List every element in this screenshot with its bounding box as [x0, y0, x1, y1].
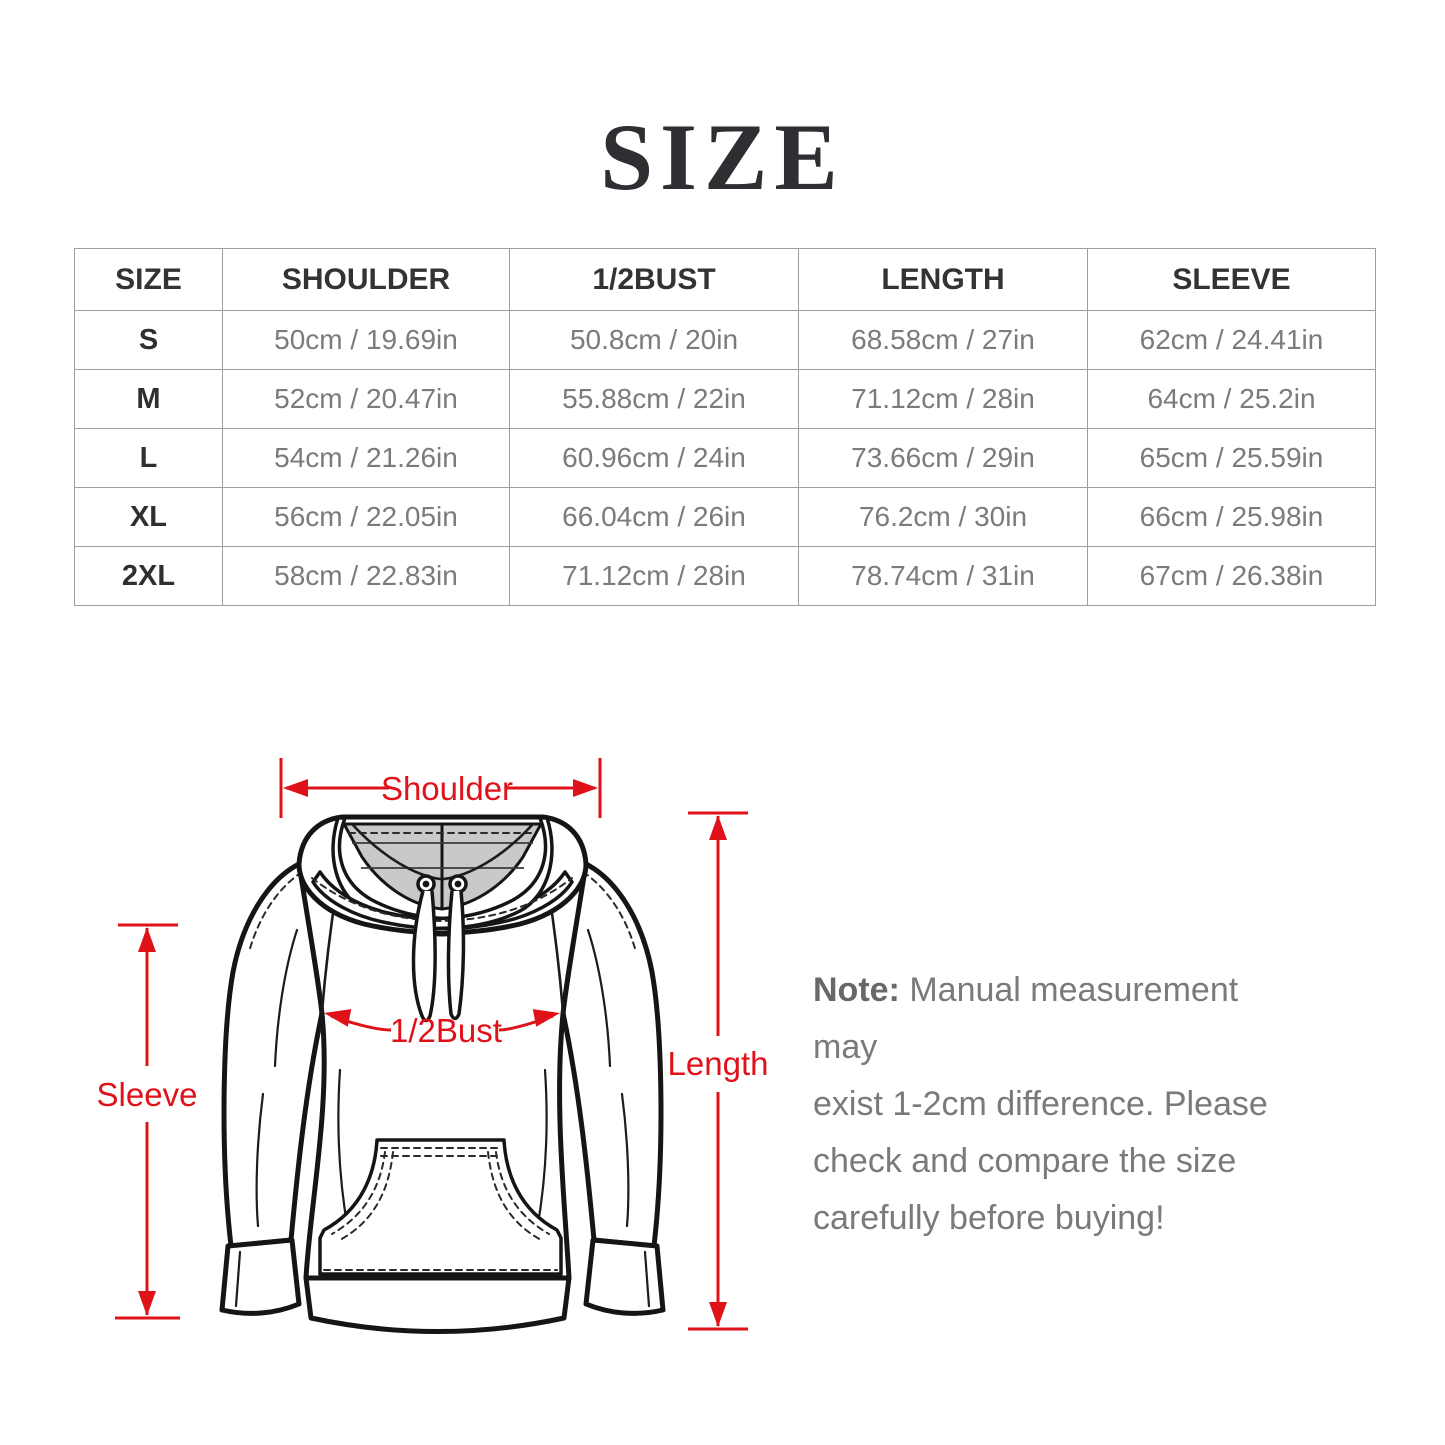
table-header-row [75, 249, 1376, 311]
table-row [75, 488, 1376, 547]
hem-band [306, 1278, 569, 1332]
note-text: Note: Manual measurement may exist 1-2cm difference. Please check and compare the size carefully before buying! [813, 971, 1268, 1237]
cell-size: 2XL [75, 547, 223, 606]
cell-shoulder: 56cm / 22.05in [223, 488, 510, 547]
hoodie-outline [222, 817, 663, 1332]
cell-length: 78.74cm / 31in [799, 547, 1088, 606]
cell-size: S [75, 311, 223, 370]
cell-shoulder: 50cm / 19.69in [223, 311, 510, 370]
cell-sleeve: 66cm / 25.98in [1088, 488, 1376, 547]
table-row [75, 311, 1376, 370]
cell-sleeve: 64cm / 25.2in [1088, 370, 1376, 429]
table-row [75, 370, 1376, 429]
cell-halfbust: 71.12cm / 28in [510, 547, 799, 606]
cell-halfbust: 50.8cm / 20in [510, 311, 799, 370]
cell-sleeve: 62cm / 24.41in [1088, 311, 1376, 370]
cell-halfbust: 66.04cm / 26in [510, 488, 799, 547]
length-label: Length [667, 1045, 769, 1082]
table-row [75, 547, 1376, 606]
cell-length: 73.66cm / 29in [799, 429, 1088, 488]
cell-length: 71.12cm / 28in [799, 370, 1088, 429]
sleeve-label: Sleeve [96, 1076, 198, 1113]
note-label: Note: [813, 971, 900, 1009]
left-cuff [222, 1240, 299, 1313]
cell-shoulder: 54cm / 21.26in [223, 429, 510, 488]
drawstring [448, 891, 463, 1019]
table-row [75, 429, 1376, 488]
cell-shoulder: 58cm / 22.83in [223, 547, 510, 606]
cell-length: 76.2cm / 30in [799, 488, 1088, 547]
size-table [74, 248, 1376, 606]
column-header-sleeve: SLEEVE [1088, 249, 1376, 311]
column-header-halfbust: 1/2BUST [510, 249, 799, 311]
cell-length: 68.58cm / 27in [799, 311, 1088, 370]
cell-halfbust: 60.96cm / 24in [510, 429, 799, 488]
sleeve-measure-arrow [97, 925, 198, 1318]
length-measure-arrow [668, 813, 769, 1329]
cell-size: L [75, 429, 223, 488]
cell-shoulder: 52cm / 20.47in [223, 370, 510, 429]
cell-sleeve: 65cm / 25.59in [1088, 429, 1376, 488]
shoulder-measure-arrow [281, 758, 600, 818]
page-title: SIZE [600, 104, 845, 210]
column-header-shoulder: SHOULDER [223, 249, 510, 311]
cell-sleeve: 67cm / 26.38in [1088, 547, 1376, 606]
half-bust-label: 1/2Bust [390, 1012, 502, 1049]
column-header-length: LENGTH [799, 249, 1088, 311]
right-cuff [586, 1240, 663, 1313]
column-header-size: SIZE [75, 249, 223, 311]
hoodie-size-diagram [90, 740, 790, 1400]
cell-halfbust: 55.88cm / 22in [510, 370, 799, 429]
shoulder-label: Shoulder [380, 770, 514, 807]
cell-size: XL [75, 488, 223, 547]
cell-size: M [75, 370, 223, 429]
drawstring [413, 891, 435, 1021]
